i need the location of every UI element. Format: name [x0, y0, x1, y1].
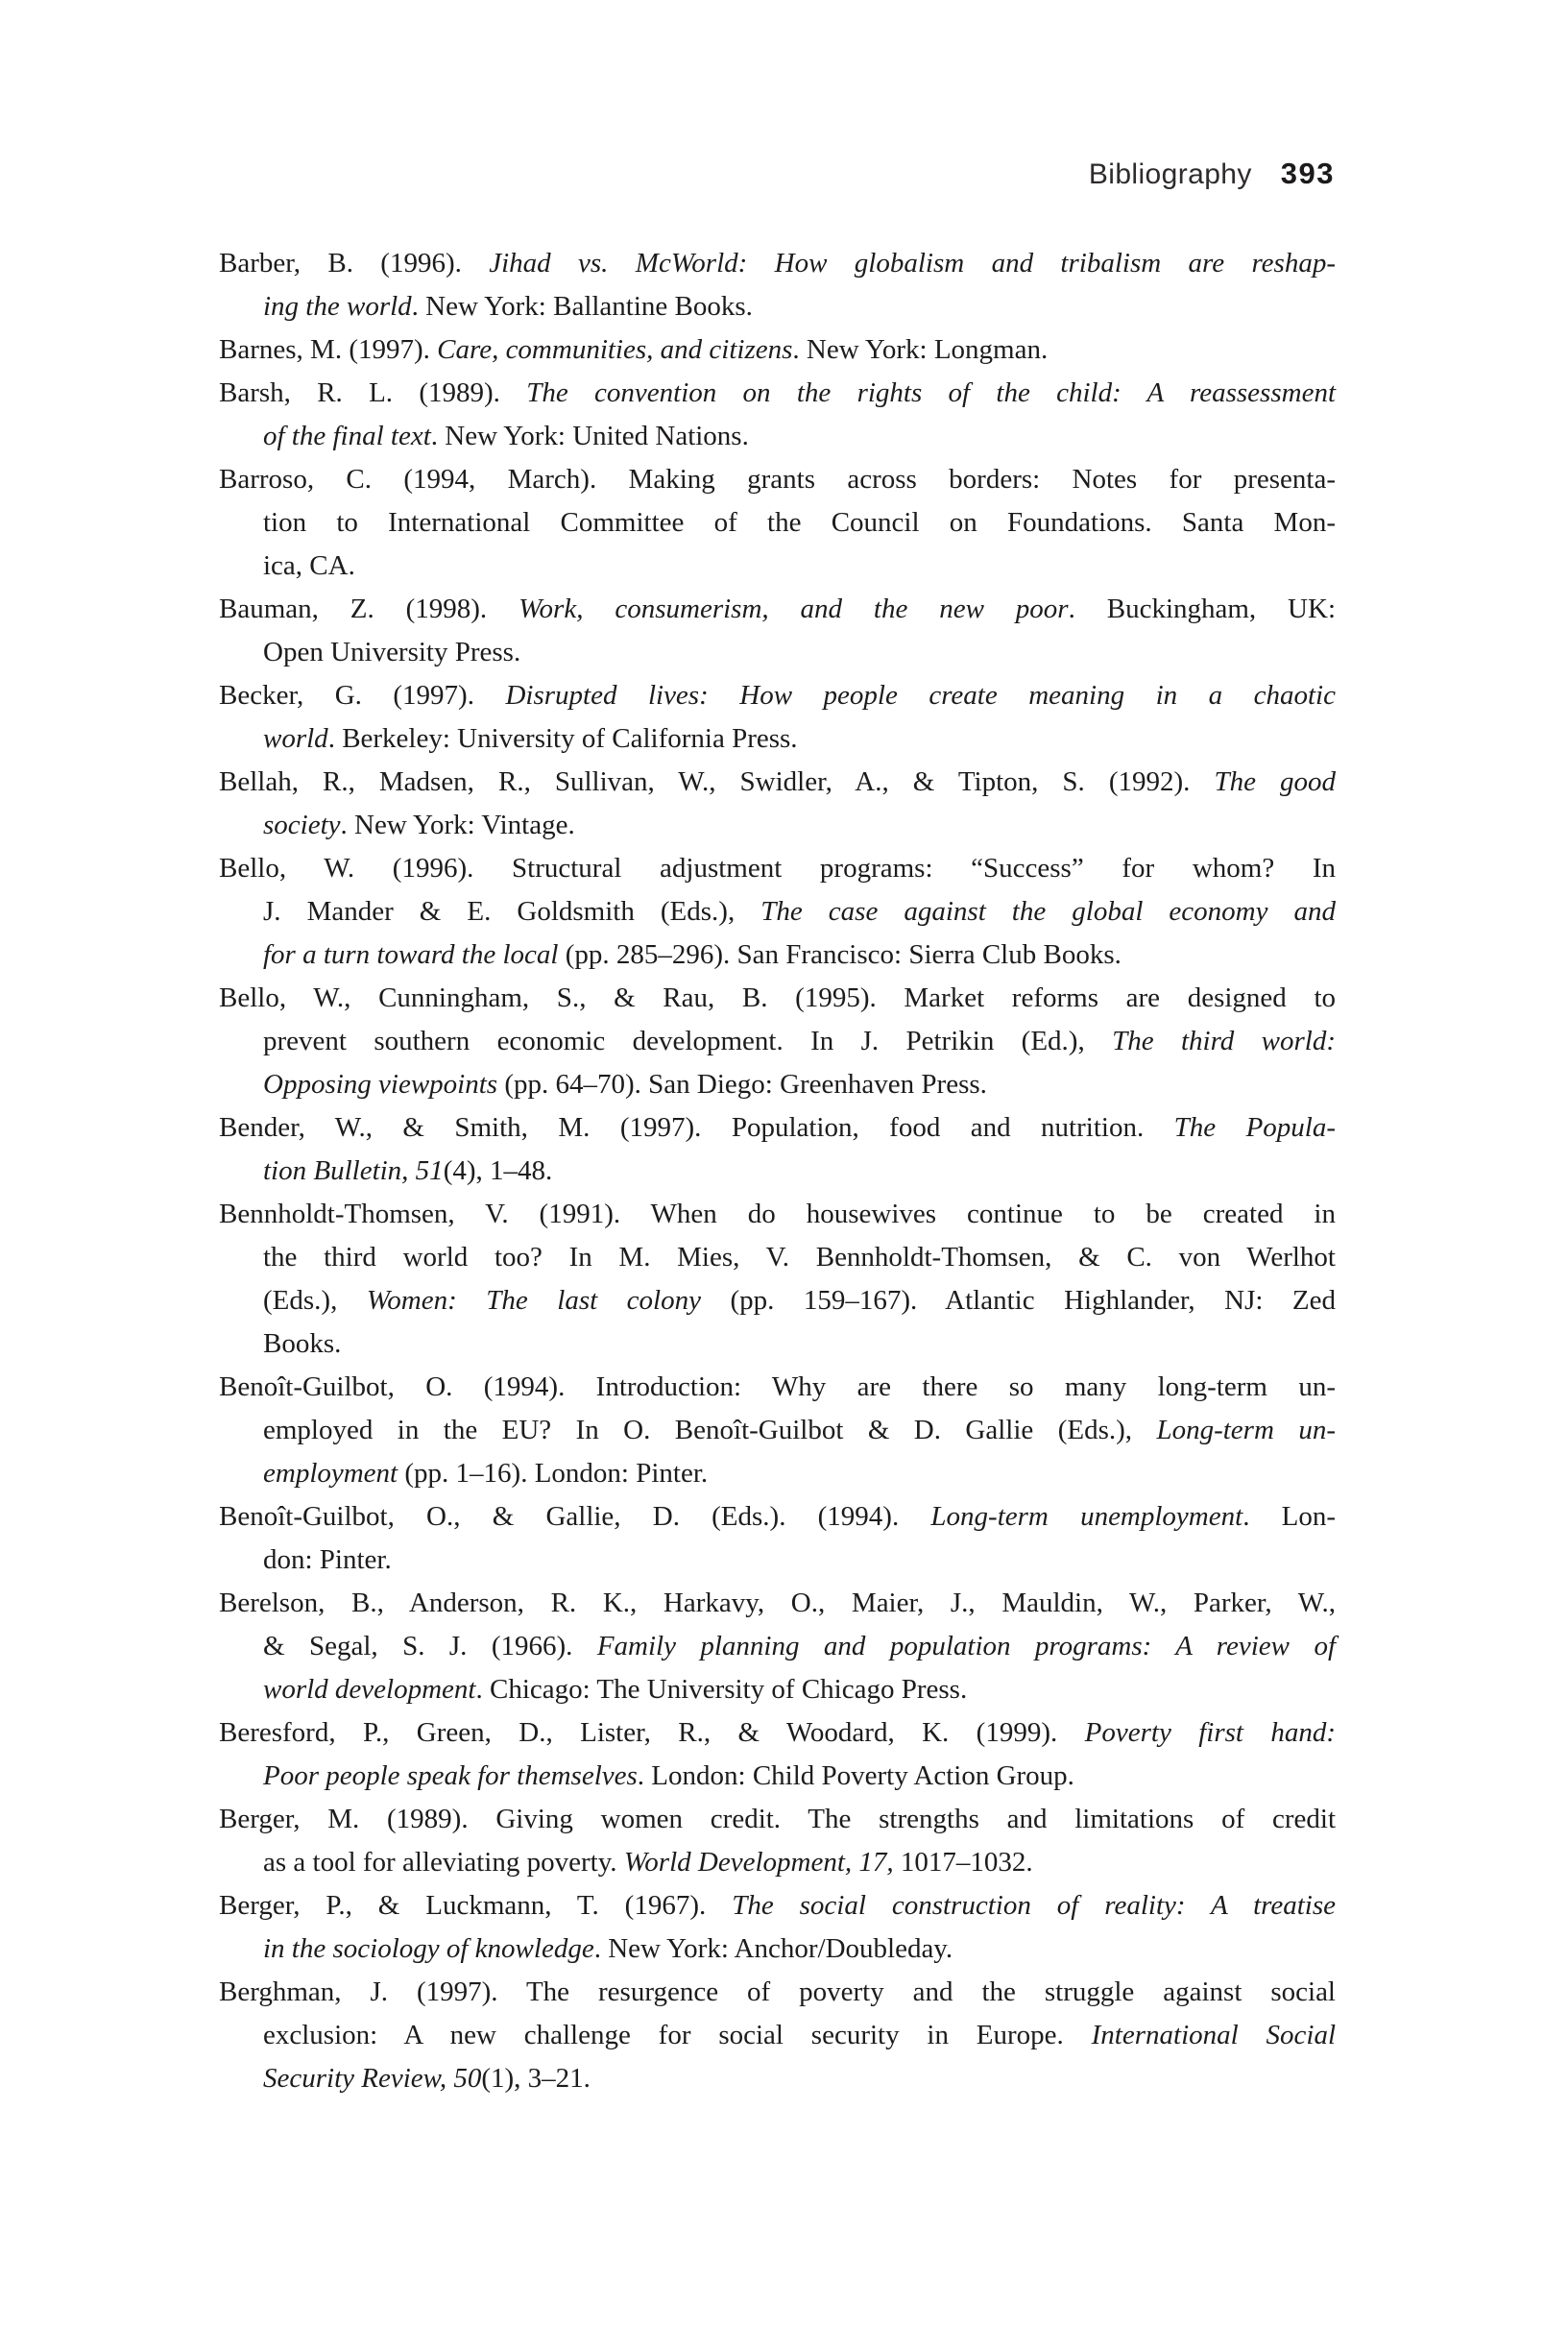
bib-plain-text: Benoît-Guilbot, O., & Gallie, D. (Eds.). (1994).: [219, 1501, 931, 1532]
bib-plain-text: Bauman, Z. (1998).: [219, 594, 519, 624]
bib-italic-text: The good: [1214, 766, 1336, 797]
bib-entry: [219, 1798, 1336, 1884]
bib-italic-text: Poor people speak for themselves: [263, 1760, 638, 1791]
bib-entry: [219, 674, 1336, 761]
bib-line: [219, 501, 1336, 545]
bib-plain-text: Bello, W. (1996). Structural adjustment programs: “Success” for whom? In: [219, 853, 1336, 884]
bib-plain-text: Barroso, C. (1994, March). Making grants across borders: Notes for presenta-: [219, 464, 1336, 495]
bib-plain-text: . Chicago: The University of Chicago Press.: [475, 1674, 968, 1705]
bib-italic-text: ing the world: [263, 291, 412, 322]
bib-line: [219, 1798, 1336, 1841]
bib-line: [219, 1668, 1336, 1711]
bib-plain-text: don: Pinter.: [263, 1544, 392, 1575]
bib-plain-text: Barsh, R. L. (1989).: [219, 377, 527, 408]
bib-line: [219, 285, 1336, 328]
bib-entry: [219, 977, 1336, 1106]
bib-line: [219, 1409, 1336, 1452]
bib-plain-text: as a tool for alleviating poverty.: [263, 1847, 624, 1878]
bib-entry: [219, 847, 1336, 977]
bib-line: [219, 1063, 1336, 1106]
bib-plain-text: Bennholdt-Thomsen, V. (1991). When do housewives continue to be created in: [219, 1199, 1336, 1229]
bib-line: [219, 717, 1336, 761]
bib-italic-text: Women: The last colony: [366, 1285, 701, 1316]
bib-entry: [219, 1711, 1336, 1798]
bib-line: [219, 1495, 1336, 1539]
bib-line: [219, 242, 1336, 285]
bib-italic-text: tion Bulletin, 51: [263, 1155, 444, 1186]
bib-line: [219, 1322, 1336, 1366]
bib-plain-text: . New York: Longman.: [792, 334, 1049, 365]
bib-line: [219, 2014, 1336, 2057]
bib-plain-text: Barnes, M. (1997).: [219, 334, 438, 365]
bib-italic-text: Poverty first hand:: [1084, 1717, 1336, 1748]
bib-plain-text: tion to International Committee of the Council on Foundations. Santa Mon-: [263, 507, 1336, 538]
bib-line: [219, 1539, 1336, 1582]
bib-plain-text: Berelson, B., Anderson, R. K., Harkavy, O., Maier, J., Mauldin, W., Parker, W.,: [219, 1588, 1336, 1618]
bib-italic-text: The third world:: [1112, 1026, 1336, 1056]
bib-plain-text: . New York: Vintage.: [340, 810, 575, 840]
bib-line: [219, 674, 1336, 717]
bib-plain-text: (4), 1–48.: [443, 1155, 553, 1186]
bib-plain-text: employed in the EU? In O. Benoît-Guilbot & D. Gallie (Eds.),: [263, 1415, 1157, 1445]
bib-line: [219, 1884, 1336, 1928]
bib-line: [219, 1106, 1336, 1150]
bib-line: [219, 1236, 1336, 1279]
bib-line: [219, 1711, 1336, 1755]
bib-italic-text: The case against the global economy and: [760, 896, 1337, 927]
bib-entry: [219, 1971, 1336, 2100]
bib-line: [219, 804, 1336, 847]
bib-plain-text: (pp. 285–296). San Francisco: Sierra Club Books.: [558, 939, 1122, 970]
bib-italic-text: The social construction of reality: A treatise: [732, 1890, 1336, 1921]
bib-entry: [219, 458, 1336, 588]
bib-plain-text: Bellah, R., Madsen, R., Sullivan, W., Swidler, A., & Tipton, S. (1992).: [219, 766, 1215, 797]
bibliography: [219, 242, 1336, 2100]
bib-line: [219, 588, 1336, 631]
bib-plain-text: Berger, P., & Luckmann, T. (1967).: [219, 1890, 733, 1921]
bib-italic-text: Jihad vs. McWorld: How globalism and tribalism are reshap-: [489, 248, 1336, 279]
running-head-title: Bibliography: [1088, 158, 1252, 190]
bib-entry: [219, 588, 1336, 674]
bib-plain-text: (1), 3–21.: [481, 2063, 591, 2094]
bib-line: [219, 1193, 1336, 1236]
bib-italic-text: Care, communities, and citizens: [437, 334, 793, 365]
bib-line: [219, 631, 1336, 674]
bib-entry: [219, 1582, 1336, 1711]
bib-italic-text: Long-term un-: [1156, 1415, 1336, 1445]
bib-entry: [219, 1193, 1336, 1366]
bib-line: [219, 977, 1336, 1020]
bib-line: [219, 1971, 1336, 2014]
bib-italic-text: The convention on the rights of the child: A reassessment: [526, 377, 1336, 408]
bib-plain-text: . London: Child Poverty Action Group.: [637, 1760, 1074, 1791]
bib-plain-text: the third world too? In M. Mies, V. Bennholdt-Thomsen, & C. von Werlhot: [263, 1242, 1336, 1273]
bib-line: [219, 372, 1336, 415]
bib-entry: [219, 1366, 1336, 1495]
bib-entry: [219, 242, 1336, 328]
bib-line: [219, 934, 1336, 977]
bib-line: [219, 1150, 1336, 1193]
bib-line: [219, 328, 1336, 372]
bib-plain-text: & Segal, S. J. (1966).: [263, 1631, 597, 1661]
bib-plain-text: Open University Press.: [263, 637, 521, 667]
bib-line: [219, 847, 1336, 890]
bib-entry: [219, 372, 1336, 458]
bib-plain-text: J. Mander & E. Goldsmith (Eds.),: [263, 896, 761, 927]
bib-plain-text: . New York: United Nations.: [430, 421, 749, 451]
bib-plain-text: (Eds.),: [263, 1285, 367, 1316]
bib-line: [219, 458, 1336, 501]
bib-italic-text: for a turn toward the local: [263, 939, 559, 970]
bib-line: [219, 1279, 1336, 1322]
bib-italic-text: in the sociology of knowledge: [263, 1933, 594, 1964]
bib-plain-text: Berger, M. (1989). Giving women credit. The strengths and limitations of credit: [219, 1804, 1336, 1834]
bib-italic-text: Work, consumerism, and the new poor: [519, 594, 1069, 624]
bib-line: [219, 415, 1336, 458]
bib-line: [219, 761, 1336, 804]
bib-plain-text: ica, CA.: [263, 550, 355, 581]
bib-entry: [219, 328, 1336, 372]
bib-plain-text: Bello, W., Cunningham, S., & Rau, B. (1995). Market reforms are designed to: [219, 982, 1336, 1013]
bib-line: [219, 1625, 1336, 1668]
bib-plain-text: Barber, B. (1996).: [219, 248, 490, 279]
bib-italic-text: World Development, 17,: [623, 1847, 894, 1878]
bib-entry: [219, 1106, 1336, 1193]
bib-plain-text: Beresford, P., Green, D., Lister, R., & Woodard, K. (1999).: [219, 1717, 1085, 1748]
bib-line: [219, 1841, 1336, 1884]
bib-line: [219, 1020, 1336, 1063]
bib-plain-text: . Lon-: [1242, 1501, 1337, 1532]
bib-line: [219, 1366, 1336, 1409]
bib-plain-text: (pp. 1–16). London: Pinter.: [398, 1458, 709, 1489]
bib-plain-text: exclusion: A new challenge for social security in Europe.: [263, 2020, 1092, 2050]
bib-plain-text: 1017–1032.: [893, 1847, 1033, 1878]
bib-plain-text: prevent southern economic development. In J. Petrikin (Ed.),: [263, 1026, 1113, 1056]
bib-entry: [219, 761, 1336, 847]
bib-plain-text: (pp. 159–167). Atlantic Highlander, NJ: Zed: [700, 1285, 1336, 1316]
bib-plain-text: Benoît-Guilbot, O. (1994). Introduction: Why are there so many long-term un-: [219, 1371, 1336, 1402]
bib-plain-text: Books.: [263, 1328, 342, 1359]
bib-line: [219, 1582, 1336, 1625]
bib-line: [219, 1755, 1336, 1798]
bib-plain-text: . New York: Anchor/Doubleday.: [593, 1933, 953, 1964]
bib-italic-text: world development: [263, 1674, 476, 1705]
page-number: 393: [1280, 157, 1335, 190]
bib-line: [219, 545, 1336, 588]
bib-plain-text: Becker, G. (1997).: [219, 680, 506, 711]
bib-plain-text: (pp. 64–70). San Diego: Greenhaven Press.: [497, 1069, 987, 1100]
bib-italic-text: world: [263, 723, 328, 754]
bib-italic-text: The Popula-: [1173, 1112, 1337, 1143]
bib-italic-text: employment: [263, 1458, 398, 1489]
bib-entry: [219, 1495, 1336, 1582]
bib-plain-text: . Berkeley: University of California Press.: [327, 723, 798, 754]
bib-plain-text: . New York: Ballantine Books.: [411, 291, 753, 322]
bib-plain-text: Berghman, J. (1997). The resurgence of poverty and the struggle against social: [219, 1976, 1336, 2007]
bib-plain-text: . Buckingham, UK:: [1068, 594, 1336, 624]
bib-plain-text: Bender, W., & Smith, M. (1997). Population, food and nutrition.: [219, 1112, 1174, 1143]
bib-line: [219, 890, 1336, 934]
bib-italic-text: Disrupted lives: How people create meaning in a chaotic: [505, 680, 1336, 711]
bib-italic-text: society: [263, 810, 341, 840]
bib-italic-text: of the final text: [263, 421, 431, 451]
bib-line: [219, 2057, 1336, 2100]
bib-italic-text: Opposing viewpoints: [263, 1069, 498, 1100]
bib-italic-text: Security Review, 50: [263, 2063, 482, 2094]
bib-line: [219, 1928, 1336, 1971]
bib-entry: [219, 1884, 1336, 1971]
bib-italic-text: Family planning and population programs: A review of: [596, 1631, 1336, 1661]
bib-italic-text: Long-term unemployment: [930, 1501, 1243, 1532]
bib-line: [219, 1452, 1336, 1495]
running-head: [1089, 157, 1335, 191]
bib-italic-text: International Social: [1091, 2020, 1336, 2050]
